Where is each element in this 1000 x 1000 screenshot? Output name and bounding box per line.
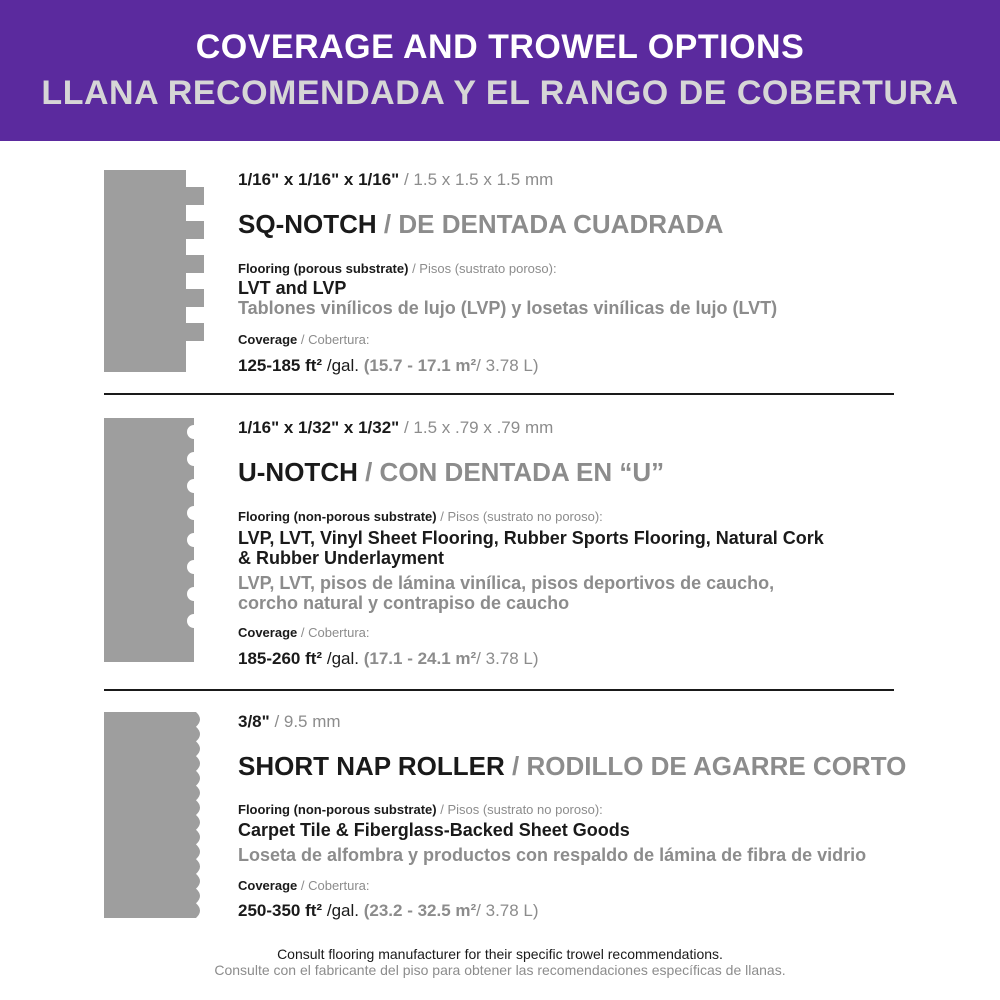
roller-name: SHORT NAP ROLLER / RODILLO DE AGARRE CORTO bbox=[238, 751, 907, 781]
flooring-label: Flooring (non-porous substrate) / Pisos (sustrato no poroso): bbox=[238, 802, 603, 817]
footer-english: Consult flooring manufacturer for their specific trowel recommendations. bbox=[277, 946, 723, 962]
flooring-types-english-line-1: LVP, LVT, Vinyl Sheet Flooring, Rubber Sports Flooring, Natural Cork bbox=[238, 528, 824, 548]
coverage-label: Coverage / Cobertura: bbox=[238, 625, 370, 640]
u-notch-trowel-icon bbox=[104, 418, 204, 662]
trowel-size: 1/16" x 1/32" x 1/32" / 1.5 x .79 x .79 mm bbox=[238, 418, 554, 437]
flooring-types-spanish-line-1: LVP, LVT, pisos de lámina vinílica, pisos deportivos de caucho, bbox=[238, 573, 775, 593]
title-spanish: LLANA RECOMENDADA Y EL RANGO DE COBERTURA bbox=[41, 74, 959, 112]
short-nap-roller-icon bbox=[104, 712, 204, 918]
nap-size: 3/8" / 9.5 mm bbox=[238, 712, 341, 731]
title-english: COVERAGE AND TROWEL OPTIONS bbox=[195, 28, 805, 66]
square-notch-trowel-icon bbox=[104, 170, 204, 372]
footer-spanish: Consulte con el fabricante del piso para obtener las recomendaciones específicas de llanas. bbox=[214, 962, 786, 978]
coverage-value: 250-350 ft² /gal. (23.2 - 32.5 m²/ 3.78 L) bbox=[238, 901, 539, 920]
flooring-label: Flooring (porous substrate) / Pisos (sustrato poroso): bbox=[238, 261, 557, 276]
coverage-value: 125-185 ft² /gal. (15.7 - 17.1 m²/ 3.78 L) bbox=[238, 356, 539, 375]
flooring-types-english: Carpet Tile & Fiberglass-Backed Sheet Goods bbox=[238, 820, 630, 840]
trowel-name: SQ-NOTCH / DE DENTADA CUADRADA bbox=[238, 209, 724, 239]
flooring-types-english: LVT and LVP bbox=[238, 278, 347, 298]
flooring-types-spanish-line-2: corcho natural y contrapiso de caucho bbox=[238, 593, 570, 613]
trowel-name: U-NOTCH / CON DENTADA EN “U” bbox=[238, 457, 665, 487]
footer-note bbox=[0, 946, 1000, 978]
flooring-types-spanish: Loseta de alfombra y productos con respaldo de lámina de fibra de vidrio bbox=[238, 845, 867, 865]
flooring-types-english-line-2: & Rubber Underlayment bbox=[238, 548, 445, 568]
flooring-types-spanish: Tablones vinílicos de lujo (LVP) y losetas vinílicas de lujo (LVT) bbox=[238, 298, 778, 318]
coverage-label: Coverage / Cobertura: bbox=[238, 878, 370, 893]
trowel-size: 1/16" x 1/16" x 1/16" / 1.5 x 1.5 x 1.5 mm bbox=[238, 170, 554, 189]
coverage-value: 185-260 ft² /gal. (17.1 - 24.1 m²/ 3.78 L) bbox=[238, 649, 539, 668]
coverage-label: Coverage / Cobertura: bbox=[238, 332, 370, 347]
flooring-label: Flooring (non-porous substrate) / Pisos (sustrato no poroso): bbox=[238, 509, 603, 524]
